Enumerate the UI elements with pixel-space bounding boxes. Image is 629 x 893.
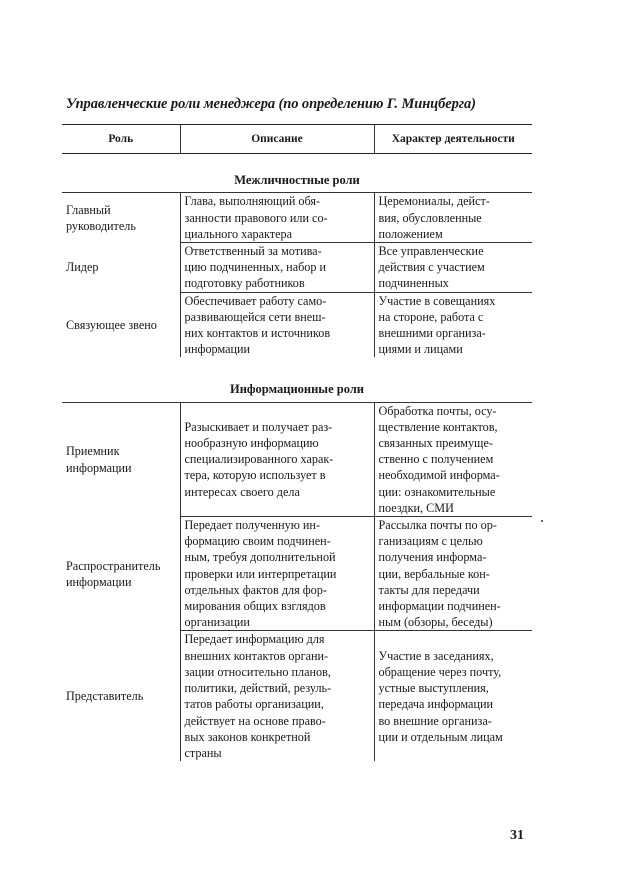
column-header-description: Описание	[180, 125, 374, 154]
role-cell: Связующее звено	[66, 317, 157, 332]
role-cell: Распространитель информации	[66, 558, 161, 589]
column-header-activity: Характер деятельности	[374, 125, 532, 154]
page-title: Управленческие роли менеджера (по определению Г. Минцберга)	[66, 96, 476, 112]
role-cell: Представитель	[66, 688, 144, 703]
section-heading-row	[62, 357, 532, 402]
description-cell: Разыскивает и получает раз- нообразную информацию специализированного харак- тера, которую использует в интересах своего дела	[184, 419, 334, 499]
activity-cell: Рассылка почты по ор- ганизациям с целью получения информа- ции, вербальные кон- такты для передачи информации подчинен- ным (обзоры, беседы)	[378, 518, 501, 630]
description-cell: Ответственный за мотива- цию подчиненных, набор и подготовку работников	[184, 244, 327, 291]
role-cell: Лидер	[66, 260, 99, 275]
description-cell: Передает полученную ин- формацию своим подчинен- ным, требуя дополнительной проверки или интерпретации отдельных фактов для фор- мирования общих взглядов организации	[184, 518, 337, 630]
description-cell: Глава, выполняющий обя- занности правового или со- циального характера	[184, 194, 328, 241]
role-cell: Главный руководитель	[66, 202, 136, 233]
column-header-role: Роль	[62, 125, 180, 154]
table-row	[62, 193, 532, 243]
description-cell: Передает информацию для внешних контактов органи- зации относительно планов, политики, действий, резуль- татов работы организации, действует на основе право- вых законов конкретной страны	[184, 632, 332, 760]
page-number: 31	[510, 828, 524, 843]
table-row	[62, 631, 532, 761]
role-cell: Приемник информации	[66, 444, 132, 475]
section-heading: Информационные роли	[62, 357, 532, 402]
table-row	[62, 243, 532, 293]
description-cell: Обеспечивает работу само- развивающейся сети внеш- них контактов и источников информации	[184, 293, 331, 357]
table-header-row	[62, 125, 532, 154]
table-row	[62, 517, 532, 631]
section-heading: Межличностные роли	[62, 154, 532, 193]
activity-cell: Обработка почты, осу- ществление контактов, связанных преимуще- ственно с получением необходимой информа- ции: ознакомительные поездки, СМИ	[378, 403, 500, 515]
section-heading-row	[62, 154, 532, 193]
activity-cell: Церемониалы, дейст- вия, обусловленные положением	[378, 194, 490, 241]
table-row	[62, 402, 532, 516]
activity-cell: Участие в совещаниях на стороне, работа с внешними организа- циями и лицами	[378, 293, 496, 357]
table-row	[62, 292, 532, 357]
scan-speck	[541, 520, 543, 522]
roles-table	[62, 124, 532, 761]
activity-cell: Участие в заседаниях, обращение через почту, устные выступления, передача информации во внешние организа- ции и отдельным лицам	[378, 648, 503, 744]
activity-cell: Все управленческие действия с участием подчиненных	[378, 244, 485, 291]
